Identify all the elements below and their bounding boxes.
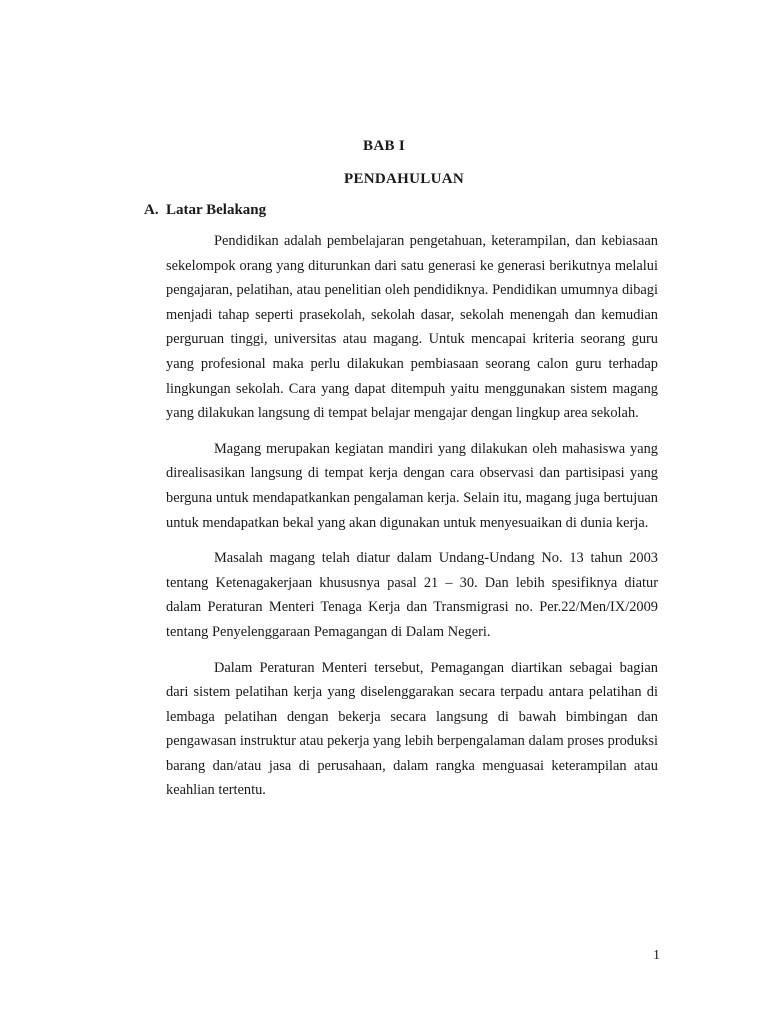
paragraph-2: Magang merupakan kegiatan mandiri yang dilakukan oleh mahasiswa yang direalisasikan langsung di tempat kerja dengan cara observasi dan partisipasi yang berguna untuk mendapatkankan pengalaman kerja. Selain itu, magang juga bertujuan untuk mendapatkan bekal yang akan digunakan untuk menyesuaikan di dunia kerja. bbox=[166, 440, 658, 531]
paragraph-4: Dalam Peraturan Menteri tersebut, Pemagangan diartikan sebagai bagian dari sistem pelatihan kerja yang diselenggarakan secara terpadu antara pelatihan di lembaga pelatihan dengan bekerja secara langsung di bawah bimbingan dan pengawasan instruktur atau pekerja yang lebih berpengalaman dalam proses produksi barang dan/atau jasa di perusahaan, dalam rangka menguasai keterampilan atau keahlian tertentu. bbox=[166, 659, 658, 799]
chapter-title: PENDAHULUAN bbox=[344, 171, 464, 187]
paragraph-1: Pendidikan adalah pembelajaran pengetahuan, keterampilan, dan kebiasaan sekelompok orang yang diturunkan dari satu generasi ke generasi berikutnya melalui pengajaran, pelatihan, atau penelitian oleh pendidiknya. Pendidikan umumnya dibagi menjadi tahap seperti prasekolah, sekolah dasar, sekolah menengah dan kemudian perguruan tinggi, universitas atau magang. Untuk mencapai kriteria seorang guru yang profesional maka perlu dilakukan pembiasaan seorang calon guru terhadap lingkungan sekolah. Cara yang dapat ditempuh yaitu menggunakan sistem magang yang dilakukan langsung di tempat belajar mengajar dengan lingkup area sekolah. bbox=[166, 233, 658, 422]
section-heading bbox=[144, 202, 266, 219]
chapter-label: BAB I bbox=[363, 138, 405, 154]
section-letter: A. bbox=[144, 202, 159, 218]
section-title: Latar Belakang bbox=[166, 202, 267, 218]
body-text bbox=[166, 229, 658, 814]
page-number: 1 bbox=[653, 948, 660, 963]
paragraph-3: Masalah magang telah diatur dalam Undang-Undang No. 13 tahun 2003 tentang Ketenagakerjaan khususnya pasal 21 – 30. Dan lebih spesifiknya diatur dalam Peraturan Menteri Tenaga Kerja dan Transmigrasi no. Per.22/Men/IX/2009 tentang Penyelenggaraan Pemagangan di Dalam Negeri. bbox=[166, 550, 658, 640]
